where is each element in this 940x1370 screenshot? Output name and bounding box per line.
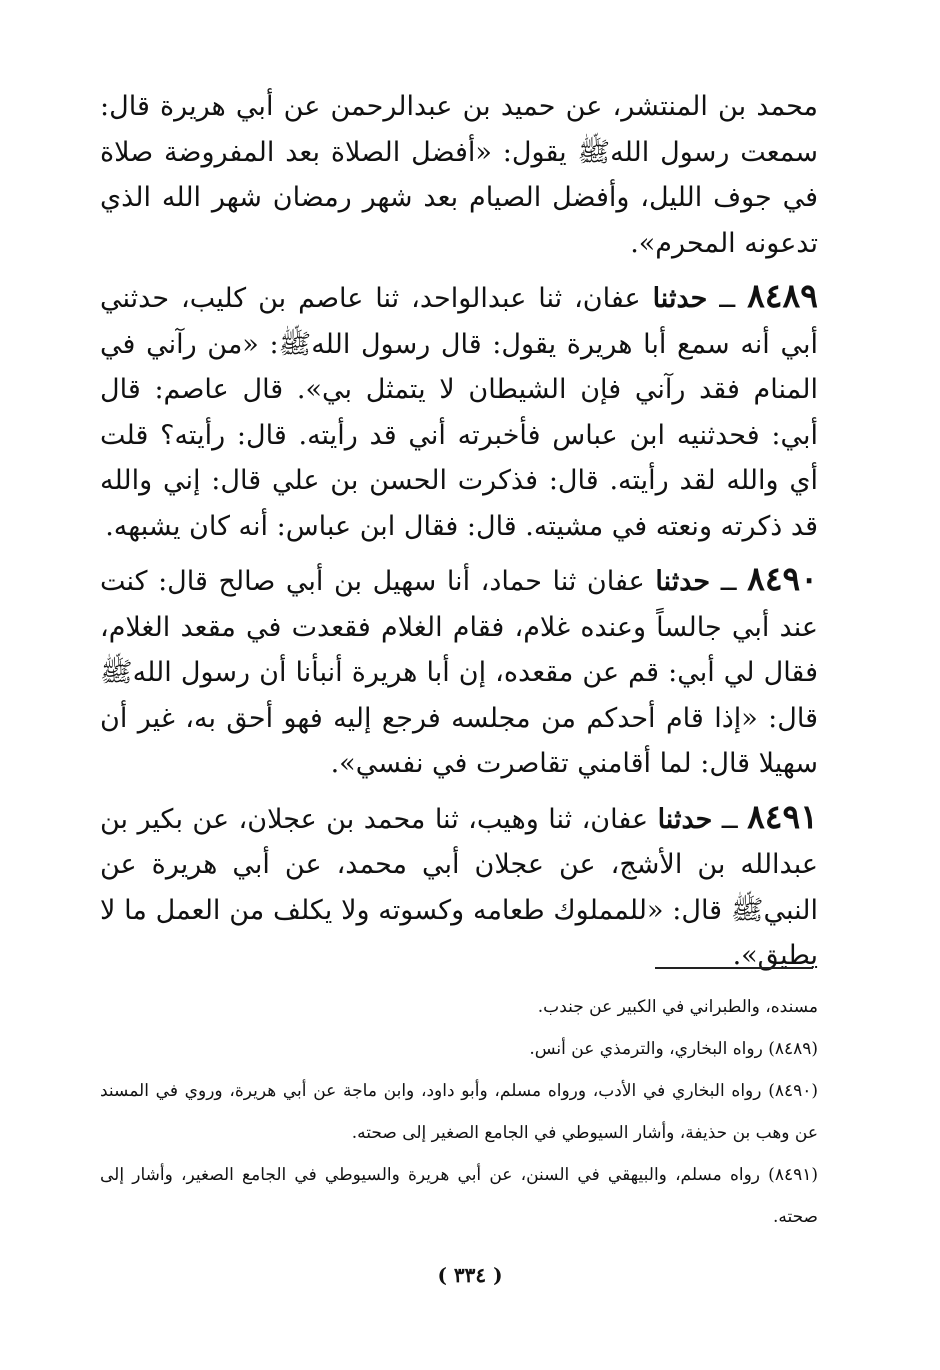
- footnote-divider: [655, 967, 813, 969]
- separator-dash: ــ: [720, 566, 737, 597]
- hadith-text: عفان، ثنا عبدالواحد، ثنا عاصم بن كليب، حدثني أبي أنه سمع أبا هريرة يقول: قال رسول اللهﷺ: «من رآني في المنام فقد رآني فإن الشيطان لا يتمثل بي». قال عاصم: قال أبي: فحدثنيه ابن عباس فأخبرته أني قد رأيته. قال: رأيته؟ قلت أي والله لقد رأيته. قال: فذكرت الحسن بن علي قال: إني والله قد ذكرته ونعته في مشيته. قال: فقال ابن عباس: أنه كان يشبهه.: [100, 283, 818, 542]
- hadith-8491: [100, 794, 818, 979]
- footnote-8491: (٨٤٩١) رواه مسلم، والبيهقي في السنن، عن أبي هريرة والسيوطي في الجامع الصغير، وأشار إلى صحته.: [100, 1165, 818, 1227]
- footnotes: [100, 986, 818, 1238]
- paragraph-continuation: محمد بن المنتشر، عن حميد بن عبدالرحمن عن أبي هريرة قال: سمعت رسول اللهﷺ يقول: «أفضل الصلاة بعد المفروضة صلاة في جوف الليل، وأفضل الصيام بعد شهر رمضان شهر الله الذي تدعونه المحرم».: [100, 91, 818, 259]
- main-text: [100, 84, 818, 979]
- page-number: ( ٣٣٤ ): [437, 1263, 503, 1287]
- hadith-number: ٨٤٨٩: [747, 276, 818, 315]
- hadith-keyword: حدثنا: [657, 803, 713, 835]
- hadith-number: ٨٤٩٠: [747, 559, 818, 598]
- hadith-number: ٨٤٩١: [747, 796, 818, 836]
- hadith-keyword: حدثنا: [655, 566, 711, 597]
- separator-dash: ــ: [719, 283, 736, 314]
- separator-dash: ــ: [721, 803, 738, 835]
- hadith-keyword: حدثنا: [652, 283, 708, 314]
- hadith-text: عفان، ثنا وهيب، ثنا محمد بن عجلان، عن بكير بن عبدالله بن الأشج، عن عجلان أبي محمد، عن أبي هريرة عن النبيﷺ قال: «للمملوك طعامه وكسوته ولا يكلف من العمل ما لا يطيق».: [100, 803, 818, 971]
- footnote-8489: (٨٤٨٩) رواه البخاري، والترمذي عن أنس.: [529, 1039, 818, 1059]
- hadith-text: عفان ثنا حماد، أنا سهيل بن أبي صالح قال: كنت عند أبي جالساً وعنده غلام، فقام الغلام فقعدت في مقعد الغلام، فقال لي أبي: قم عن مقعده، إن أبا هريرة أنبأنا أن رسول اللهﷺ قال: «إذا قام أحدكم من مجلسه فرجع إليه فهو أحق به، غير أن سهيلا قال: لما أقامني تقاصرت في نفسي».: [100, 566, 818, 779]
- hadith-8489: [100, 273, 818, 549]
- footnote-8490: (٨٤٩٠) رواه البخاري في الأدب، ورواه مسلم، وأبو داود، وابن ماجة عن أبي هريرة، وروي في المسند عن وهب بن حذيفة، وأشار السيوطي في الجامع الصغير إلى صحته.: [100, 1081, 818, 1143]
- footnote-continuation: مسنده، والطبراني في الكبير عن جندب.: [537, 997, 818, 1017]
- hadith-8490: [100, 556, 818, 787]
